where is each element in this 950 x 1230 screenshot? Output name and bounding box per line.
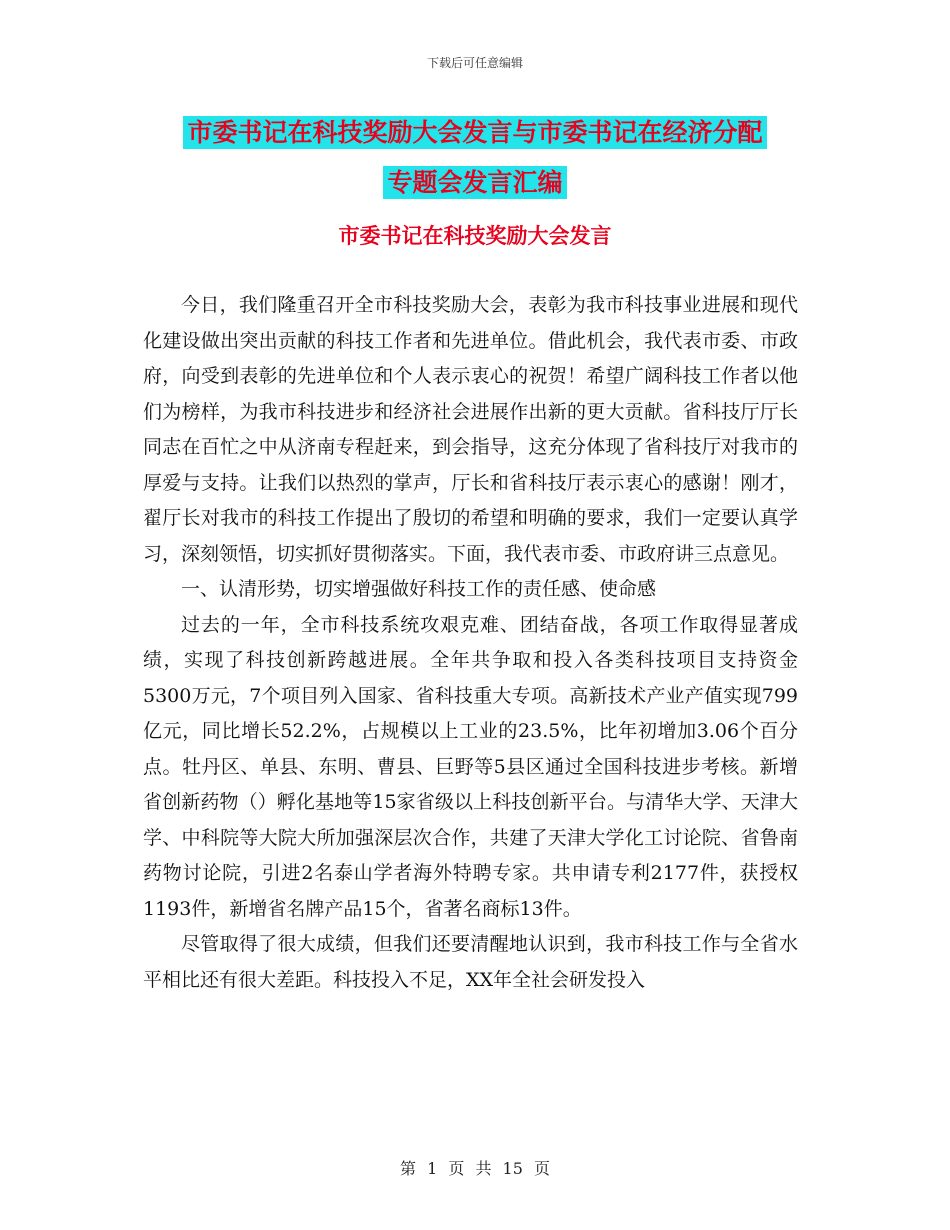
page-number: 第 1 页 共 15 页 <box>400 1159 550 1178</box>
section-title: 市委书记在科技奖励大会发言 <box>338 223 612 248</box>
paragraph: 过去的一年，全市科技系统攻艰克难、团结奋战，各项工作取得显著成绩，实现了科技创新跨越进展。全年共争取和投入各类科技项目支持资金5300万元，7个项目列入国家、省科技重大专项。高新技术产业产值实现799亿元，同比增长52.2%，占规模以上工业的23.5%，比年初增加3.06个百分点。牡丹区、单县、东明、曹县、巨野等5县区通过全国科技进步考核。新增省创新药物（）孵化基地等15家省级以上科技创新平台。与清华大学、天津大学、中科院等大院大所加强深层次合作，共建了天津大学化工讨论院、省鲁南药物讨论院，引进2名泰山学者海外特聘专家。共申请专利2177件，获授权1193件，新增省名牌产品15个，省著名商标13件。 <box>143 613 798 920</box>
paragraph: 尽管取得了很大成绩，但我们还要清醒地认识到，我市科技工作与全省水平相比还有很大差距。科技投入不足，XX年全社会研发投入 <box>143 933 798 991</box>
document-title <box>0 108 950 208</box>
body-text <box>143 288 798 998</box>
document-title-line-2: 专题会发言汇编 <box>383 166 566 199</box>
header-note: 下载后可任意编辑 <box>426 56 523 70</box>
paragraph: 今日，我们隆重召开全市科技奖励大会，表彰为我市科技事业进展和现代化建设做出突出贡献的科技工作者和先进单位。借此机会，我代表市委、市政府，向受到表彰的先进单位和个人表示衷心的祝贺！希望广阔科技工作者以他们为榜样，为我市科技进步和经济社会进展作出新的更大贡献。省科技厅厅长同志在百忙之中从济南专程赶来，到会指导，这充分体现了省科技厅对我市的厚爱与支持。让我们以热烈的掌声，厅长和省科技厅表示衷心的感谢！刚才，翟厅长对我市的科技工作提出了殷切的希望和明确的要求，我们一定要认真学习，深刻领悟，切实抓好贯彻落实。下面，我代表市委、市政府讲三点意见。 <box>143 294 798 565</box>
document-title-line-1: 市委书记在科技奖励大会发言与市委书记在经济分配 <box>183 116 766 149</box>
paragraph: 一、认清形势，切实增强做好科技工作的责任感、使命感 <box>181 578 657 600</box>
